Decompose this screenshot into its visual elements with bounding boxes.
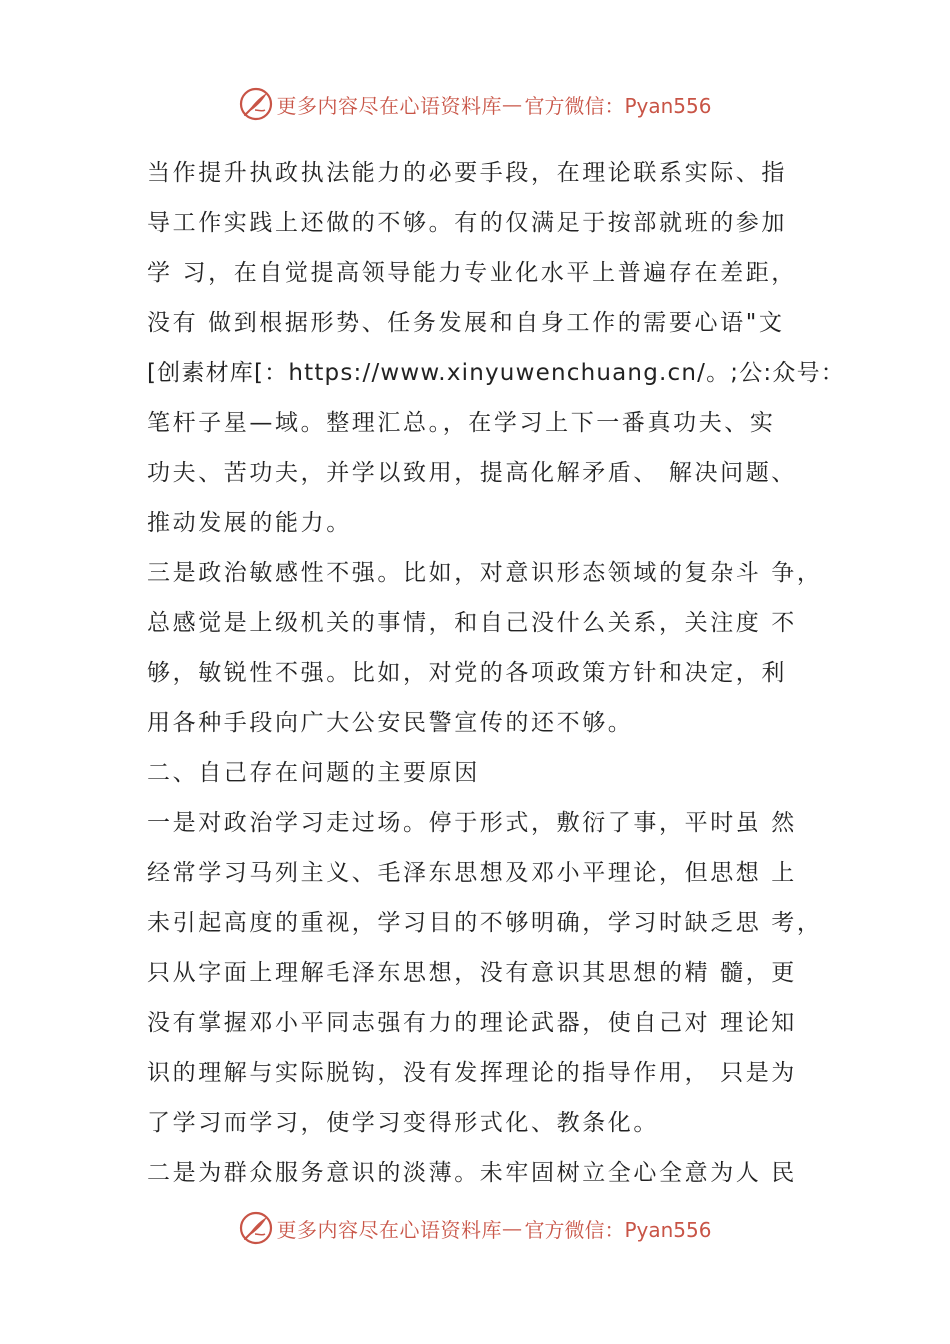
section-heading: 二、自己存在问题的主要原因 xyxy=(147,760,480,786)
text-line: 没有 做到根据形势、任务发展和自身工作的需要心语"文 xyxy=(147,310,785,336)
text-line: 推动发展的能力。 xyxy=(147,510,352,536)
banner-wechat-text: 官方微信：Pyan556 xyxy=(524,1217,712,1242)
text-line: 一是对政治学习走过场。停于形式，敷衍了事，平时虽 然 xyxy=(147,810,797,836)
banner-separator: — xyxy=(501,1216,523,1240)
text-line: 未引起高度的重视，学习目的不够明确，学习时缺乏思 考， xyxy=(147,910,823,936)
document-body xyxy=(147,148,845,1198)
text-line: 没有掌握邓小平同志强有力的理论武器，使自己对 理论知 xyxy=(147,1010,797,1036)
text-line: 导工作实践上还做的不够。有的仅满足于按部就班的参加 xyxy=(147,210,787,236)
text-line: 只从字面上理解毛泽东思想，没有意识其思想的精 髓，更 xyxy=(147,960,797,986)
text-line: 功夫、苦功夫，并学以致用，提高化解矛盾、 解决问题、 xyxy=(147,460,797,486)
text-line: 笔杆子星—域。整理汇总。，在学习上下一番真功夫、实 xyxy=(147,410,776,436)
text-line: 识的理解与实际脱钩，没有发挥理论的指导作用， 只是为 xyxy=(147,1060,797,1086)
banner-brand-text: 更多内容尽在心语资料库 xyxy=(276,1217,502,1242)
text-line-with-url: [创素材库[：https://www.xinyuwenchuang.cn/。;公:众号： xyxy=(147,360,845,386)
banner-separator: — xyxy=(501,92,523,116)
text-line: 总感觉是上级机关的事情，和自己没什么关系，关注度 不 xyxy=(147,610,797,636)
text-line: 三是政治敏感性不强。比如，对意识形态领域的复杂斗 争， xyxy=(147,560,823,586)
text-line: 用各种手段向广大公安民警宣传的还不够。 xyxy=(147,710,634,736)
header-banner xyxy=(0,82,950,126)
text-line: 了学习而学习，使学习变得形式化、教条化。 xyxy=(147,1110,659,1136)
text-line: 二是为群众服务意识的淡薄。未牢固树立全心全意为人 民 xyxy=(147,1160,797,1186)
quill-logo-icon xyxy=(238,86,274,122)
banner-brand-text: 更多内容尽在心语资料库 xyxy=(276,93,502,118)
text-line: 学 习，在自觉提高领导能力专业化水平上普遍存在差距， xyxy=(147,260,797,286)
banner-wechat-text: 官方微信：Pyan556 xyxy=(524,93,712,118)
footer-banner xyxy=(0,1206,950,1250)
quill-logo-icon xyxy=(238,1210,274,1246)
text-line: 当作提升执政执法能力的必要手段，在理论联系实际、指 xyxy=(147,160,787,186)
text-line: 够，敏锐性不强。比如，对党的各项政策方针和决定，利 xyxy=(147,660,787,686)
text-line: 经常学习马列主义、毛泽东思想及邓小平理论，但思想 上 xyxy=(147,860,797,886)
